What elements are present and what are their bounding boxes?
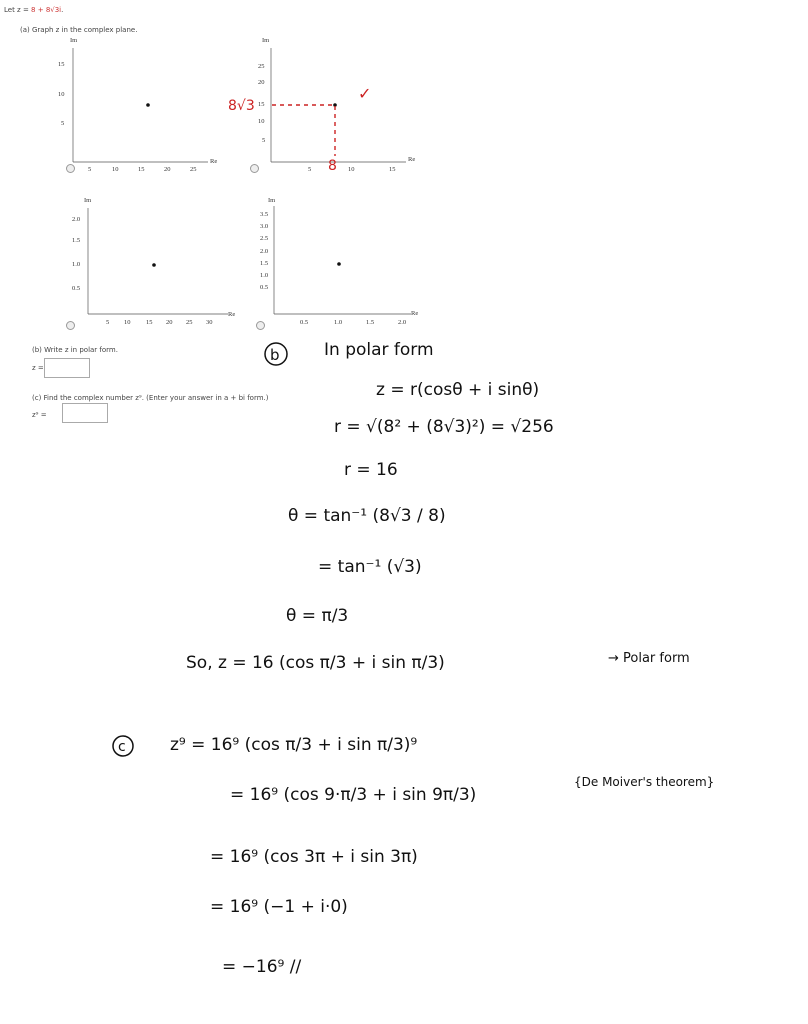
hw-c2: = 16⁹ (cos 9·π/3 + i sin 9π/3) [230, 785, 477, 805]
x-tick: 2.0 [398, 319, 407, 326]
y-tick: 0.5 [260, 284, 269, 291]
x-tick: 1.5 [366, 319, 375, 326]
re-label: Re [228, 311, 236, 318]
hw-b4: r = 16 [344, 460, 398, 480]
y-tick: 10 [58, 91, 65, 98]
x-tick: 15 [389, 166, 396, 173]
annot-8root3: 8√3 [228, 98, 255, 114]
x-tick: 0.5 [300, 319, 309, 326]
y-tick: 20 [258, 79, 265, 86]
hw-b8-note: → Polar form [608, 651, 690, 666]
y-tick: 0.5 [72, 285, 81, 292]
z-expression: 8 + 8√3i [31, 6, 62, 14]
part-c-letter: c [118, 739, 126, 755]
y-tick: 2.5 [260, 235, 269, 242]
x-tick: 25 [190, 166, 197, 173]
check-mark-icon: ✓ [358, 84, 372, 103]
im-label: Im [84, 197, 92, 204]
y-tick: 1.5 [260, 260, 269, 267]
hw-b2: z = r(cosθ + i sinθ) [376, 380, 540, 400]
part-c-label: (c) Find the complex number z⁹. (Enter your answer in a + bi form.) [32, 394, 269, 402]
part-b-prompt: z = [32, 364, 44, 372]
hw-c5: = −16⁹ // [222, 957, 302, 977]
part-a-label: (a) Graph z in the complex plane. [20, 26, 138, 34]
part-b-letter: b [270, 346, 280, 364]
y-tick: 15 [258, 101, 265, 108]
hw-c3: = 16⁹ (cos 3π + i sin 3π) [210, 847, 418, 867]
re-label: Re [408, 156, 416, 163]
x-tick: 5 [308, 166, 312, 173]
re-label: Re [411, 310, 419, 317]
x-tick: 5 [106, 319, 110, 326]
y-tick: 1.0 [72, 261, 81, 268]
hw-c4: = 16⁹ (−1 + i·0) [210, 897, 348, 917]
x-tick: 10 [348, 166, 355, 173]
y-tick: 3.5 [260, 211, 269, 218]
x-tick: 15 [138, 166, 145, 173]
hw-c1: z⁹ = 16⁹ (cos π/3 + i sin π/3)⁹ [170, 735, 418, 755]
y-tick: 15 [58, 61, 65, 68]
y-tick: 1.0 [260, 272, 269, 279]
hw-b6: = tan⁻¹ (√3) [318, 557, 422, 577]
x-tick: 30 [206, 319, 213, 326]
x-tick: 15 [146, 319, 153, 326]
hw-b8: So, z = 16 (cos π/3 + i sin π/3) [186, 653, 445, 673]
x-tick: 20 [164, 166, 171, 173]
x-tick: 20 [166, 319, 173, 326]
part-b-label: (b) Write z in polar form. [32, 346, 118, 354]
y-tick: 25 [258, 63, 265, 70]
problem-statement: Let z = 8 + 8√3i. [4, 6, 64, 14]
x-tick: 10 [112, 166, 119, 173]
hw-b3: r = √(8² + (8√3)²) = √256 [334, 417, 554, 437]
y-tick: 2.0 [72, 216, 81, 223]
x-tick: 5 [88, 166, 92, 173]
y-tick: 5 [262, 137, 266, 144]
x-tick: 25 [186, 319, 193, 326]
y-tick: 1.5 [72, 237, 81, 244]
hw-b5: θ = tan⁻¹ (8√3 / 8) [288, 506, 446, 526]
hw-b1: In polar form [324, 340, 434, 360]
y-tick: 5 [61, 120, 65, 127]
y-tick: 10 [258, 118, 265, 125]
x-tick: 10 [124, 319, 131, 326]
y-tick: 2.0 [260, 248, 269, 255]
y-tick: 3.0 [260, 223, 269, 230]
annot-8: 8 [328, 158, 337, 174]
im-label: Im [268, 197, 276, 204]
x-tick: 1.0 [334, 319, 343, 326]
im-label: Im [262, 37, 270, 44]
re-label: Re [210, 158, 218, 165]
im-label: Im [70, 37, 78, 44]
part-c-prompt: z⁹ = [32, 411, 47, 419]
hw-b7: θ = π/3 [286, 606, 349, 626]
hw-c2-note: {De Moiver's theorem} [574, 775, 715, 789]
